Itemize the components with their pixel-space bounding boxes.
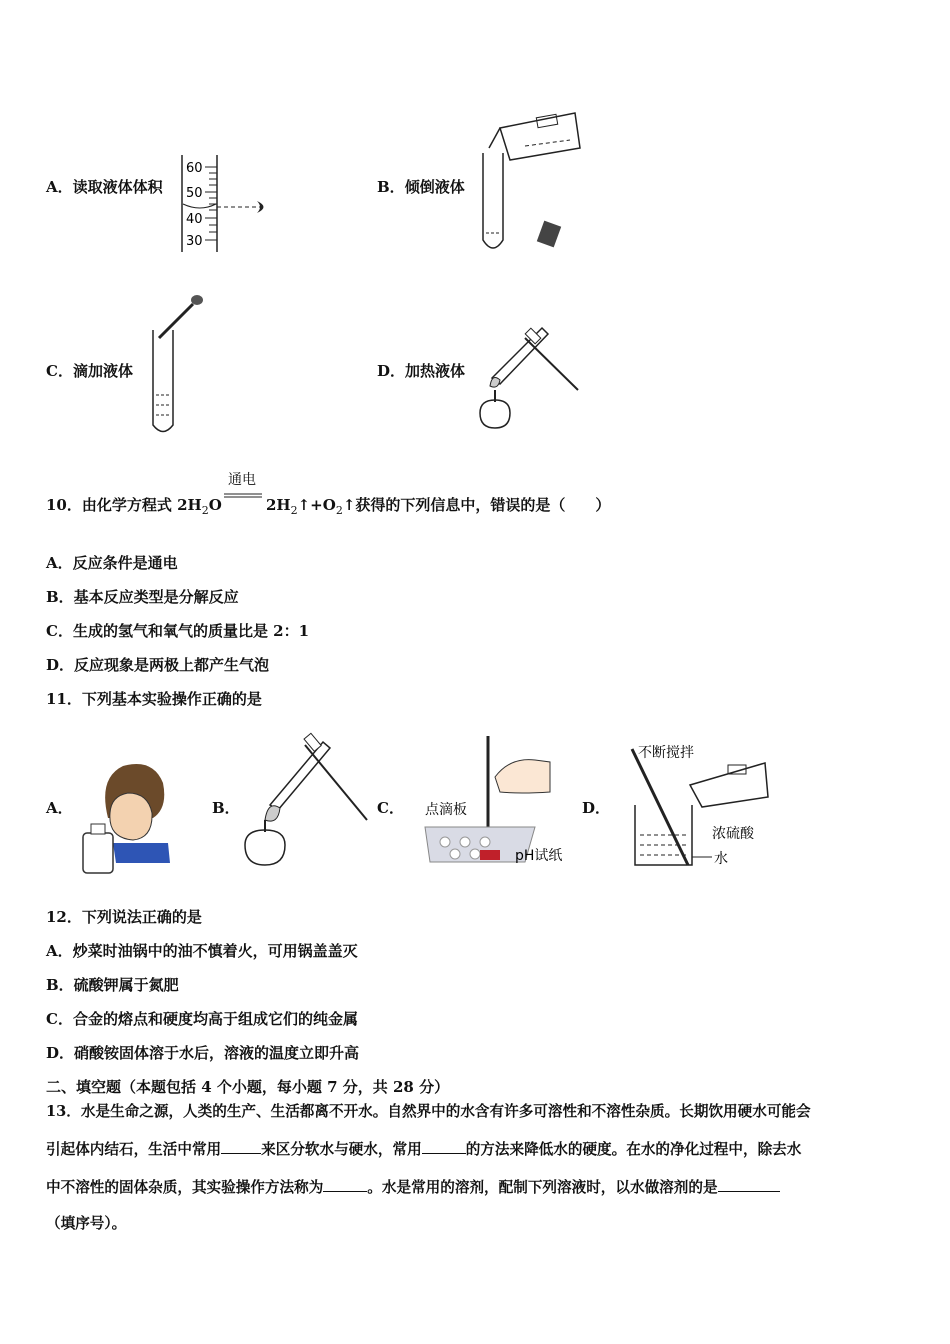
q13-line-2b: 来区分软水与硬水，常用 (261, 1141, 422, 1158)
q12-option-b: B．硫酸钾属于氮肥 (46, 976, 179, 994)
q10-products-h: 2H (266, 496, 291, 514)
equation-equals-sign (224, 493, 264, 499)
q9-option-d-letter: D． (377, 362, 406, 380)
q10-stem-before: 由化学方程式 2H (81, 496, 202, 514)
q11-option-a-letter: A． (46, 799, 73, 817)
q9-option-a (46, 177, 163, 197)
q13-line-3 (46, 1177, 780, 1198)
q10-sub-h: 2 (290, 504, 298, 517)
scale-label-30: 30 (186, 234, 203, 249)
q13-line-3a: 中不溶性的固体杂质，其实验操作方法称为 (46, 1179, 324, 1196)
q10-products-mid: ↑+O (297, 496, 336, 514)
q9-option-c-text: 滴加液体 (72, 362, 133, 380)
plate-label: 点滴板 (425, 802, 467, 818)
q13-line-2a: 引起体内结石，生活中常用 (46, 1141, 222, 1158)
q11-option-c-letter: C． (377, 799, 404, 817)
q9-option-b-letter: B． (377, 178, 405, 196)
q11-option-d-letter: D． (582, 799, 611, 817)
q10-option-b: B．基本反应类型是分解反应 (46, 588, 239, 606)
hand-icon (495, 760, 550, 793)
q11-figure-d-diluting-acid (620, 735, 775, 875)
q9-option-c-letter: C． (46, 362, 73, 380)
q10-stem-after: ↑获得的下列信息中，错误的是（ ） (342, 496, 611, 514)
q10-stem (46, 495, 222, 521)
acid-bottle-icon (690, 763, 768, 807)
q9-figure-b-pouring-liquid (475, 108, 590, 258)
q12-option-d: D．硝酸铵固体溶于水后，溶液的温度立即升高 (46, 1044, 360, 1062)
q13-blank-4[interactable] (718, 1177, 780, 1192)
q13-blank-1[interactable] (221, 1139, 261, 1154)
q9-option-d-text: 加热液体 (405, 362, 466, 380)
q12-option-c: C．合金的熔点和硬度均高于组成它们的纯金属 (46, 1010, 358, 1028)
q11-figure-a-smelling-gas (78, 758, 173, 878)
eye-icon (257, 201, 264, 213)
q9-figure-c-dropping-liquid (145, 290, 215, 440)
q13-line-2c: 的方法来降低水的硬度。在水的净化过程中，除去水 (465, 1141, 802, 1158)
ph-paper-label: pH试纸 (515, 848, 563, 864)
q11-option-b-letter: B． (212, 799, 240, 817)
q10-condition: 通电 (228, 472, 256, 488)
q11-figure-b-heating-tube (235, 730, 375, 875)
scale-label-40: 40 (186, 212, 203, 227)
q13-line-2 (46, 1139, 801, 1160)
q13-line-3b: 。水是常用的溶剂，配制下列溶液时，以水做溶剂的是 (367, 1179, 718, 1196)
q10-products (266, 495, 610, 521)
gas-bottle-icon (83, 833, 113, 873)
q9-figure-a-graduated-cylinder (175, 150, 285, 260)
q13-blank-2[interactable] (422, 1139, 466, 1154)
q13-line-1: 13．水是生命之源，人类的生产、生活都离不开水。自然界中的水含有许多可溶性和不溶性杂质。长期饮用硬水可能会 (46, 1103, 811, 1120)
acid-label: 浓硫酸 (712, 826, 754, 842)
q10-number: 10． (46, 496, 82, 514)
alcohol-lamp-icon (480, 400, 510, 428)
q9-option-d (377, 361, 465, 381)
q12-stem: 12．下列说法正确的是 (46, 908, 202, 926)
q10-sub-2: 2 (201, 504, 209, 517)
q9-option-a-letter: A． (46, 178, 73, 196)
q9-option-b-text: 倾倒液体 (404, 178, 465, 196)
q9-option-b (377, 177, 465, 197)
alcohol-lamp-icon (245, 830, 285, 865)
q9-option-c (46, 361, 133, 381)
section-2-title: 二、填空题（本题包括 4 个小题，每小题 7 分，共 28 分） (46, 1078, 450, 1096)
q9-figure-d-heating-liquid (470, 318, 585, 438)
water-label: 水 (714, 851, 728, 867)
scale-label-50: 50 (186, 186, 203, 201)
q12-option-a: A．炒菜时油锅中的油不慎着火，可用锅盖盖灭 (46, 942, 358, 960)
stir-label: 不断搅拌 (638, 745, 694, 761)
scale-label-60: 60 (186, 161, 203, 176)
bottle-stopper-icon (537, 221, 561, 248)
q10-option-d: D．反应现象是两极上都产生气泡 (46, 656, 270, 674)
ph-paper (480, 850, 500, 860)
q10-stem-o: O (208, 496, 222, 514)
q13-line-4: （填序号）。 (46, 1215, 127, 1232)
q10-option-c: C．生成的氢气和氧气的质量比是 2：1 (46, 622, 310, 640)
q11-figure-c-ph-test (420, 732, 580, 872)
q11-stem: 11．下列基本实验操作正确的是 (46, 690, 262, 708)
q13-blank-3[interactable] (323, 1177, 367, 1192)
shirt-icon (113, 843, 170, 863)
q10-option-a: A．反应条件是通电 (46, 554, 178, 572)
q10-sub-o: 2 (335, 504, 343, 517)
q9-option-a-text: 读取液体体积 (72, 178, 163, 196)
dropper-bulb-icon (191, 295, 203, 305)
